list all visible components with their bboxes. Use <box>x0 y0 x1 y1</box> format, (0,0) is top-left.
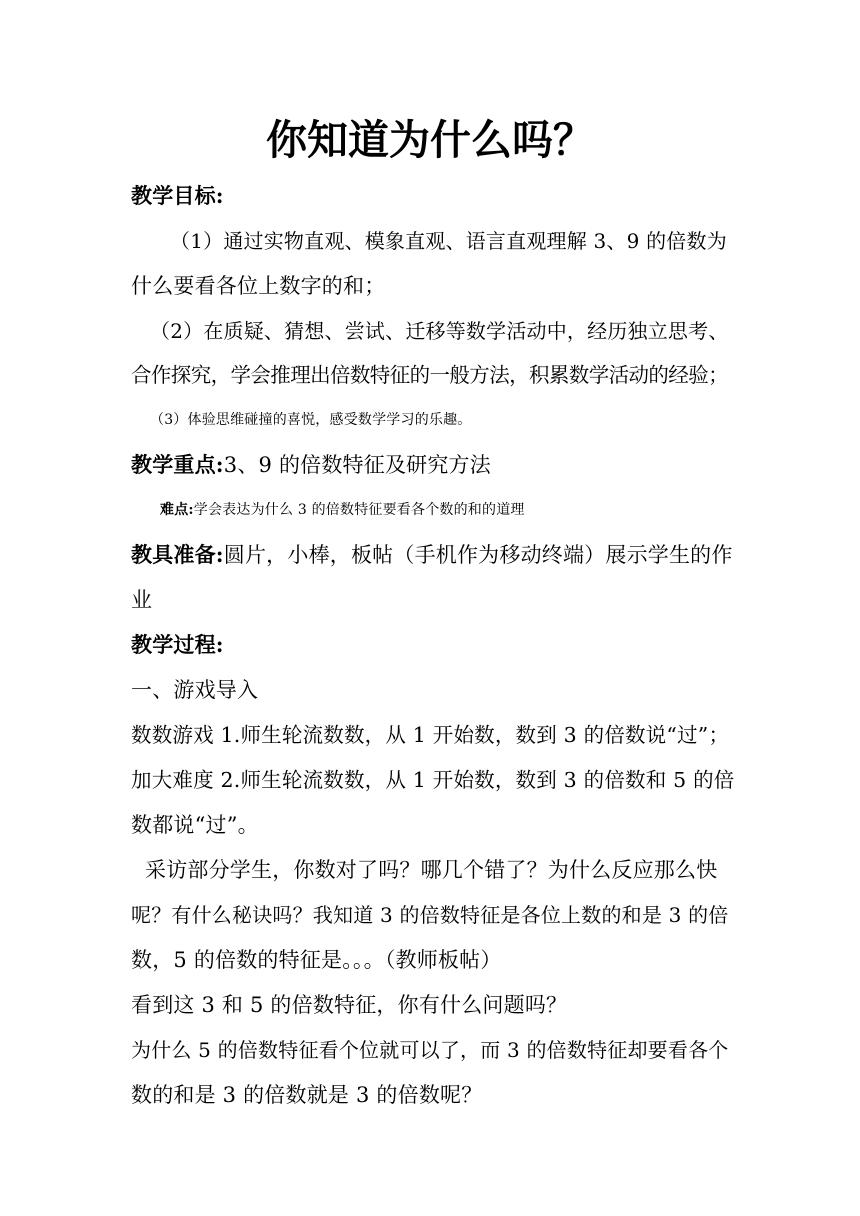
difficulty-label: 难点: <box>160 502 194 518</box>
tools-text-line-2: 业 <box>131 588 153 612</box>
paragraph-1-line-1: 数数游戏 1.师生轮流数数，从 1 开始数，数到 3 的倍数说“过”； <box>131 723 730 747</box>
section-1-heading: 一、游戏导入 <box>131 678 259 702</box>
objective-2-line-1: （2）在质疑、猜想、尝试、迁移等数学活动中，经历独立思考、 <box>150 319 729 343</box>
key-point-text: 3、9 的倍数特征及研究方法 <box>223 453 491 477</box>
paragraph-2-line-3: 数，5 的倍数的特征是。。。（教师板帖） <box>131 948 502 972</box>
difficulty <box>160 495 760 525</box>
paragraph-2-line-1: 采访部分学生，你数对了吗？哪几个错了？为什么反应那么快 <box>145 858 718 882</box>
process-heading: 教学过程: <box>131 632 224 657</box>
objectives-heading: 教学目标: <box>131 183 224 208</box>
tools-label: 教具准备: <box>131 542 224 567</box>
paragraph-4-line-2: 数的和是 3 的倍数就是 3 的倍数呢？ <box>131 1083 483 1107</box>
key-point <box>131 450 731 480</box>
paragraph-1-line-3: 数都说“过”。 <box>131 813 259 837</box>
paragraph-2-line-2: 呢？有什么秘诀吗？我知道 3 的倍数特征是各位上数的和是 3 的倍 <box>131 903 729 927</box>
tools-text-line-1: 圆片，小棒，板帖（手机作为移动终端）展示学生的作 <box>223 543 733 567</box>
paragraph-4-line-1: 为什么 5 的倍数特征看个位就可以了，而 3 的倍数特征却要看各个 <box>131 1038 729 1062</box>
objective-1-line-2: 什么要看各位上数字的和； <box>131 274 386 298</box>
page-title: 你知道为什么吗？ <box>266 116 594 164</box>
paragraph-3: 看到这 3 和 5 的倍数特征，你有什么问题吗？ <box>131 993 568 1017</box>
objective-1-line-1: （1）通过实物直观、模象直观、语言直观理解 3、9 的倍数为 <box>170 229 727 253</box>
objective-2-line-2: 合作探究，学会推理出倍数特征的一般方法，积累数学活动的经验； <box>131 363 728 387</box>
objective-3: （3）体验思维碰撞的喜悦，感受数学学习的乐趣。 <box>150 412 472 428</box>
key-point-label: 教学重点: <box>131 452 224 477</box>
difficulty-text: 学会表达为什么 3 的倍数特征要看各个数的和的道理 <box>193 502 525 518</box>
paragraph-1-line-2: 加大难度 2.师生轮流数数，从 1 开始数，数到 3 的倍数和 5 的倍 <box>131 768 735 792</box>
tools <box>131 540 731 570</box>
